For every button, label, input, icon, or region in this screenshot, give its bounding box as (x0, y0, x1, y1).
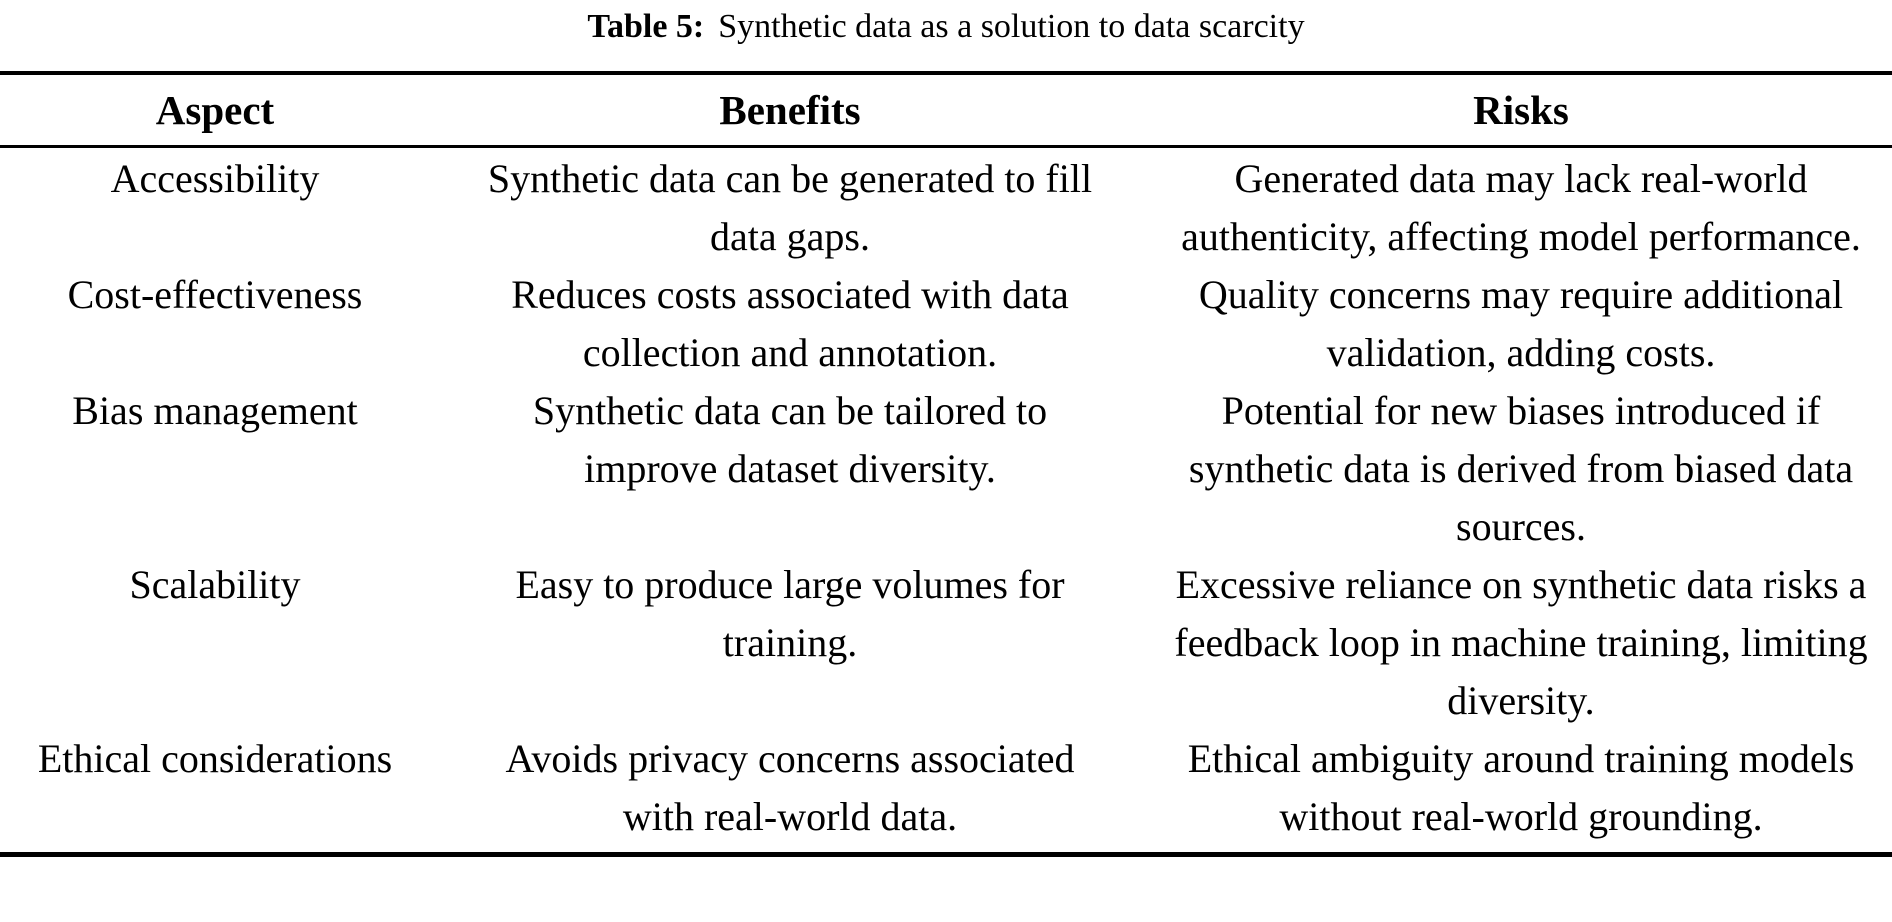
aspect-text: Scalability (129, 562, 301, 607)
table-body (0, 148, 1892, 852)
table-row (0, 730, 1892, 846)
benefits-cell (430, 150, 1150, 266)
risks-cell (1150, 150, 1892, 266)
table-caption-text: Synthetic data as a solution to data scarcity (718, 8, 1305, 45)
benefits-text: Synthetic data can be tailored to improve dataset diversity. (532, 388, 1048, 491)
risks-cell (1150, 556, 1892, 730)
risks-cell (1150, 382, 1892, 556)
table-row (0, 556, 1892, 730)
table-caption (0, 0, 1892, 50)
aspect-text: Ethical considerations (37, 736, 393, 781)
risks-text: Ethical ambiguity around training models without real-world grounding. (1187, 736, 1855, 839)
risks-cell (1150, 730, 1892, 846)
table-row (0, 382, 1892, 556)
benefits-cell (430, 730, 1150, 846)
risks-text: Excessive reliance on synthetic data risks a feedback loop in machine training, limiting diversity. (1174, 562, 1868, 723)
table-row (0, 150, 1892, 266)
risks-text: Quality concerns may require additional validation, adding costs. (1198, 272, 1844, 375)
benefits-text: Avoids privacy concerns associated with real-world data. (505, 736, 1075, 839)
aspect-text: Cost-effectiveness (67, 272, 363, 317)
benefits-text: Synthetic data can be generated to fill data gaps. (487, 156, 1093, 259)
benefits-cell (430, 266, 1150, 382)
table-header-row (0, 75, 1892, 148)
table-row (0, 266, 1892, 382)
benefits-text: Easy to produce large volumes for training. (515, 562, 1065, 665)
column-header-risks: Risks (1473, 87, 1569, 133)
aspect-cell (0, 382, 430, 440)
risks-cell (1150, 266, 1892, 382)
column-header-benefits: Benefits (719, 87, 861, 133)
aspect-cell (0, 730, 430, 788)
benefits-cell (430, 556, 1150, 672)
aspect-cell (0, 150, 430, 208)
risks-text: Potential for new biases introduced if synthetic data is derived from biased data sources. (1188, 388, 1854, 549)
aspect-text: Bias management (72, 388, 358, 433)
benefits-text: Reduces costs associated with data collection and annotation. (511, 272, 1069, 375)
benefits-cell (430, 382, 1150, 498)
column-header-aspect: Aspect (155, 87, 275, 133)
table-caption-label: Table 5: (587, 8, 705, 45)
table (0, 71, 1892, 857)
aspect-cell (0, 266, 430, 324)
aspect-cell (0, 556, 430, 614)
aspect-text: Accessibility (110, 156, 320, 201)
risks-text: Generated data may lack real-world authenticity, affecting model performance. (1181, 156, 1861, 259)
